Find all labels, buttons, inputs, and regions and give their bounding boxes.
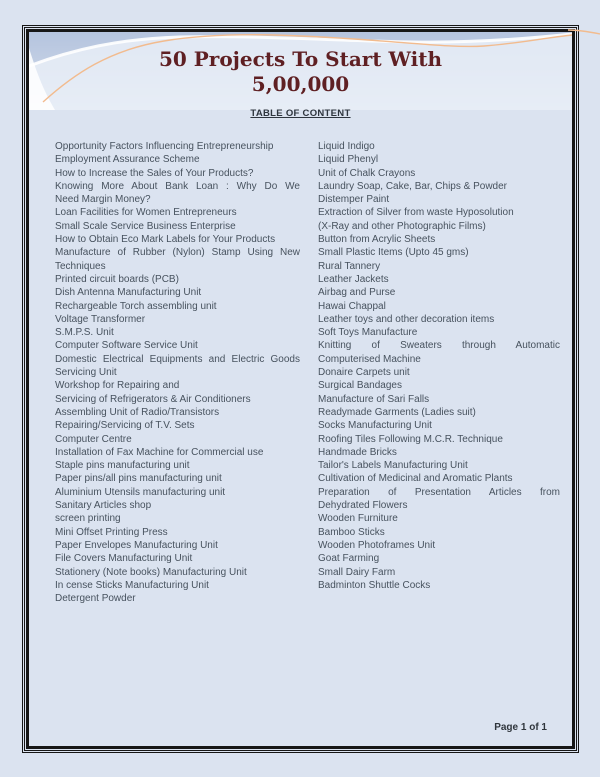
toc-item: Wooden Furniture [318, 513, 398, 525]
toc-item: screen printing [55, 513, 121, 525]
toc-item: Handmade Bricks [318, 446, 397, 458]
toc-item: Printed circuit boards (PCB) [55, 273, 179, 285]
toc-item: Knowing More About Bank Loan : Why Do We [55, 180, 300, 192]
toc-item: Installation of Fax Machine for Commercial use [55, 446, 264, 458]
toc-item: Dish Antenna Manufacturing Unit [55, 287, 202, 299]
toc-item: Hawai Chappal [318, 300, 386, 312]
toc-item: Knitting of Sweaters through Automatic [318, 340, 560, 352]
toc-item: Wooden Photoframes Unit [318, 539, 436, 551]
toc-item: Employment Assurance Scheme [55, 154, 200, 166]
toc-item: Repairing/Servicing of T.V. Sets [55, 420, 195, 432]
page-border-mid [24, 27, 577, 751]
toc-item: Soft Toys Manufacture [318, 327, 418, 339]
toc-item: Small Plastic Items (Upto 45 gms) [318, 247, 469, 259]
toc-item: In cense Sticks Manufacturing Unit [55, 579, 209, 591]
toc-item: Detergent Powder [55, 593, 136, 605]
toc-item: Rural Tannery [318, 260, 381, 272]
toc-item: Stationery (Note books) Manufacturing Unit [55, 566, 247, 578]
toc-item: Paper Envelopes Manufacturing Unit [55, 539, 218, 551]
toc-item: Tailor's Labels Manufacturing Unit [318, 460, 468, 472]
toc-item: Surgical Bandages [318, 380, 402, 392]
toc-columns [29, 140, 572, 605]
toc-item: Button from Acrylic Sheets [318, 234, 436, 246]
toc-item: Cultivation of Medicinal and Aromatic Plants [318, 473, 513, 485]
toc-item: Opportunity Factors Influencing Entrepreneurship [55, 141, 274, 152]
toc-item: Servicing Unit [55, 367, 117, 379]
toc-item: Airbag and Purse [318, 287, 396, 299]
toc-item: Sanitary Articles shop [55, 500, 152, 512]
toc-item: Dehydrated Flowers [318, 500, 408, 512]
toc-item: Bamboo Sticks [318, 526, 385, 538]
toc-item: Distemper Paint [318, 194, 390, 206]
toc-item: Leather Jackets [318, 273, 389, 285]
toc-item: Socks Manufacturing Unit [318, 420, 432, 432]
toc-item: (X-Ray and other Photographic Films) [318, 220, 486, 232]
toc-column-right [318, 140, 560, 605]
toc-item: Need Margin Money? [55, 194, 151, 206]
toc-item: Manufacture of Rubber (Nylon) Stamp Using New [55, 247, 300, 259]
toc-item: How to Obtain Eco Mark Labels for Your Products [55, 234, 276, 246]
toc-column-left [55, 140, 300, 605]
toc-item: File Covers Manufacturing Unit [55, 553, 193, 565]
toc-item: Manufacture of Sari Falls [318, 393, 430, 405]
page-border [22, 25, 579, 753]
toc-item: Domestic Electrical Equipments and Electric Goods [55, 353, 300, 365]
toc-item: Staple pins manufacturing unit [55, 460, 190, 472]
toc-heading: TABLE OF CONTENT [250, 108, 351, 119]
toc-item: Aluminium Utensils manufacturing unit [55, 486, 226, 498]
toc-item: Readymade Garments (Ladies suit) [318, 406, 476, 418]
toc-item: Preparation of Presentation Articles from [318, 486, 560, 498]
toc-item: Computer Software Service Unit [55, 340, 198, 352]
toc-item: Leather toys and other decoration items [318, 313, 495, 325]
document-page [26, 29, 575, 749]
toc-item: Liquid Phenyl [318, 154, 379, 166]
toc-item: Small Scale Service Business Enterprise [55, 220, 236, 232]
toc-item: Servicing of Refrigerators & Air Conditioners [55, 393, 251, 405]
toc-item: Mini Offset Printing Press [55, 526, 168, 538]
toc-item: Goat Farming [318, 553, 380, 565]
toc-item: Roofing Tiles Following M.C.R. Technique [318, 433, 503, 445]
toc-item: Small Dairy Farm [318, 566, 396, 578]
toc-item: Laundry Soap, Cake, Bar, Chips & Powder [318, 180, 507, 192]
title-line-1: 50 Projects To Start With [158, 47, 443, 71]
page-number: Page 1 of 1 [494, 722, 547, 733]
toc-item: Assembling Unit of Radio/Transistors [55, 406, 220, 418]
toc-item: Donaire Carpets unit [318, 367, 410, 379]
title-line-2: 5,00,000 [251, 72, 350, 96]
toc-item: Extraction of Silver from waste Hyposolution [318, 207, 514, 219]
toc-item: Computerised Machine [318, 353, 421, 365]
toc-item: S.M.P.S. Unit [55, 327, 114, 339]
document-content [29, 47, 572, 749]
toc-item: How to Increase the Sales of Your Products? [55, 167, 254, 179]
toc-item: Liquid Indigo [318, 141, 375, 152]
toc-item: Badminton Shuttle Cocks [318, 579, 431, 591]
toc-item: Loan Facilities for Women Entrepreneurs [55, 207, 237, 219]
toc-item: Paper pins/all pins manufacturing unit [55, 473, 222, 485]
toc-item: Unit of Chalk Crayons [318, 167, 416, 179]
toc-item: Workshop for Repairing and [55, 380, 180, 392]
toc-item: Rechargeable Torch assembling unit [55, 300, 217, 312]
toc-item: Voltage Transformer [55, 313, 146, 325]
page-title [29, 47, 572, 97]
toc-item: Techniques [55, 260, 106, 272]
toc-item: Computer Centre [55, 433, 132, 445]
